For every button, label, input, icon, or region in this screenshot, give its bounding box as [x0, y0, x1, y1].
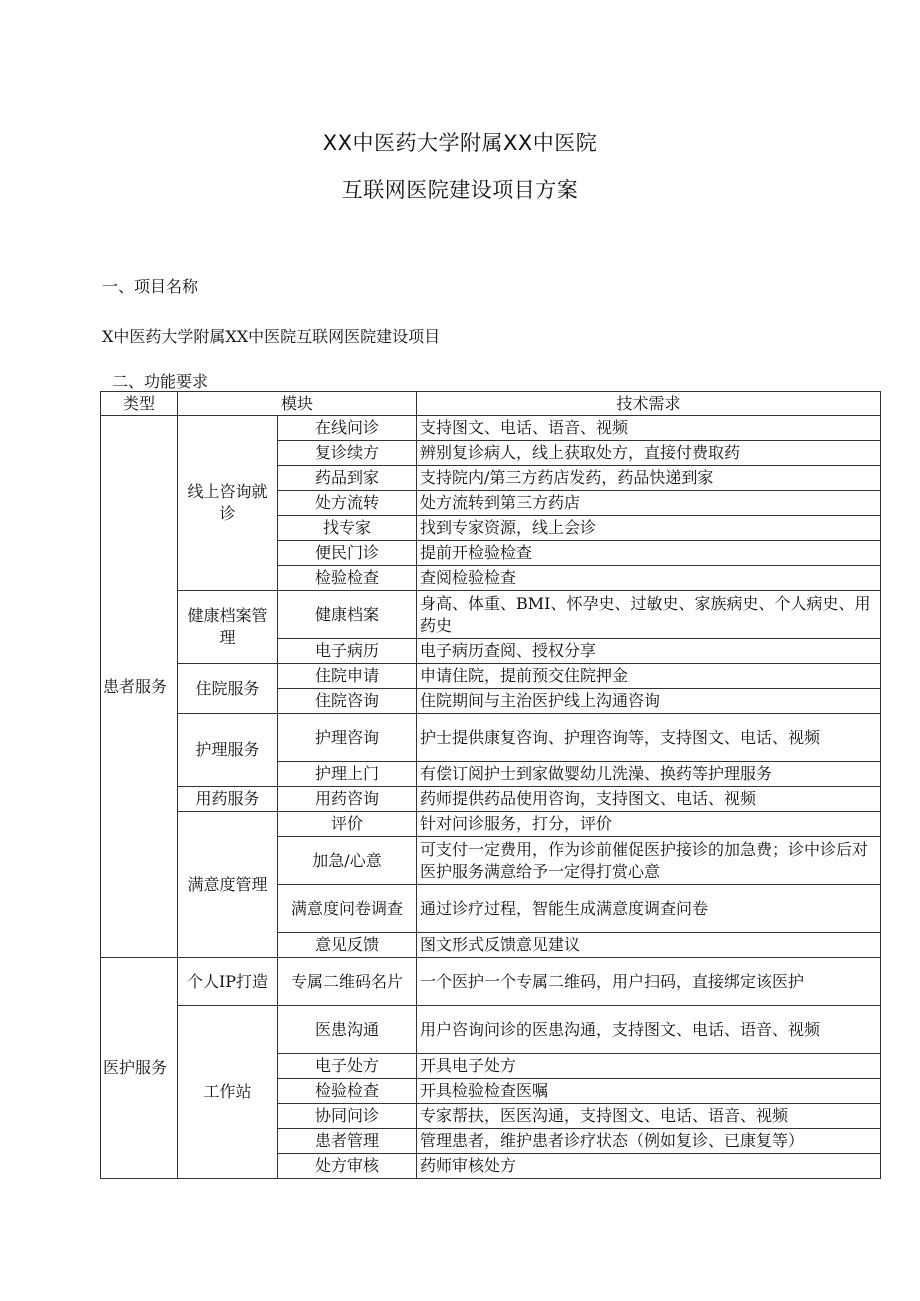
requirement-cell: 可支付一定费用，作为诊前催促医护接诊的加急费；诊中诊后对医护服务满意给予一定得打赏心意 — [417, 837, 881, 885]
requirement-cell: 用户咨询问诊的医患沟通，支持图文、电话、语音、视频 — [417, 1006, 881, 1054]
requirement-cell: 处方流转到第三方药店 — [417, 491, 881, 516]
requirement-cell: 找到专家资源，线上会诊 — [417, 516, 881, 541]
table-row — [101, 591, 881, 639]
module-cell: 健康档案 — [278, 591, 417, 639]
module-cell: 住院申请 — [278, 664, 417, 689]
group-cell: 用药服务 — [178, 787, 278, 812]
requirement-cell: 通过诊疗过程，智能生成满意度调查问卷 — [417, 885, 881, 933]
type-cell-patient: 患者服务 — [101, 416, 178, 958]
project-name: X中医药大学附属XX中医院互联网医院建设项目 — [102, 327, 441, 346]
document-title-line2: 互联网医院建设项目方案 — [341, 178, 579, 202]
header-module: 模块 — [178, 392, 417, 416]
table-header-row — [101, 392, 881, 416]
module-cell: 满意度问卷调查 — [278, 885, 417, 933]
table-row — [101, 958, 881, 1006]
requirement-cell: 支持院内/第三方药店发药，药品快递到家 — [417, 466, 881, 491]
requirement-cell: 护士提供康复咨询、护理咨询等，支持图文、电话、视频 — [417, 714, 881, 762]
requirement-cell: 图文形式反馈意见建议 — [417, 933, 881, 958]
module-cell: 医患沟通 — [278, 1006, 417, 1054]
module-cell: 协同问诊 — [278, 1104, 417, 1129]
requirements-table — [100, 391, 881, 1179]
group-cell: 满意度管理 — [178, 812, 278, 958]
requirement-cell: 查阅检验检查 — [417, 566, 881, 591]
header-type: 类型 — [101, 392, 178, 416]
module-cell: 检验检查 — [278, 1079, 417, 1104]
module-cell: 评价 — [278, 812, 417, 837]
table-row — [101, 787, 881, 812]
group-cell: 个人IP打造 — [178, 958, 278, 1006]
table-row — [101, 416, 881, 441]
module-cell: 复诊续方 — [278, 441, 417, 466]
requirement-cell: 药师提供药品使用咨询，支持图文、电话、视频 — [417, 787, 881, 812]
module-cell: 住院咨询 — [278, 689, 417, 714]
type-cell-staff: 医护服务 — [101, 958, 178, 1179]
group-cell: 住院服务 — [178, 664, 278, 714]
requirement-cell: 住院期间与主治医护线上沟通咨询 — [417, 689, 881, 714]
requirement-cell: 开具电子处方 — [417, 1054, 881, 1079]
module-cell: 找专家 — [278, 516, 417, 541]
module-cell: 电子处方 — [278, 1054, 417, 1079]
module-cell: 护理咨询 — [278, 714, 417, 762]
table-row — [101, 1006, 881, 1054]
requirement-cell: 辨别复诊病人，线上获取处方，直接付费取药 — [417, 441, 881, 466]
group-cell: 护理服务 — [178, 714, 278, 787]
module-cell: 患者管理 — [278, 1129, 417, 1154]
module-cell: 处方审核 — [278, 1154, 417, 1179]
header-requirement: 技术需求 — [417, 392, 881, 416]
requirement-cell: 提前开检验检查 — [417, 541, 881, 566]
group-cell: 线上咨询就诊 — [178, 416, 278, 591]
module-cell: 用药咨询 — [278, 787, 417, 812]
module-cell: 护理上门 — [278, 762, 417, 787]
document-title-line1: XX中医药大学附属XX中医院 — [322, 131, 598, 155]
module-cell: 在线问诊 — [278, 416, 417, 441]
requirement-cell: 药师审核处方 — [417, 1154, 881, 1179]
requirement-cell: 电子病历查阅、授权分享 — [417, 639, 881, 664]
requirement-cell: 一个医护一个专属二维码，用户扫码，直接绑定该医护 — [417, 958, 881, 1006]
section2-heading: 二、功能要求 — [112, 372, 209, 391]
module-cell: 检验检查 — [278, 566, 417, 591]
group-cell: 工作站 — [178, 1006, 278, 1179]
table-row — [101, 714, 881, 762]
requirement-cell: 支持图文、电话、语音、视频 — [417, 416, 881, 441]
module-cell: 加急/心意 — [278, 837, 417, 885]
table-row — [101, 812, 881, 837]
module-cell: 专属二维码名片 — [278, 958, 417, 1006]
table-row — [101, 664, 881, 689]
requirement-cell: 针对问诊服务，打分，评价 — [417, 812, 881, 837]
module-cell: 药品到家 — [278, 466, 417, 491]
section1-heading: 一、项目名称 — [102, 277, 199, 296]
module-cell: 便民门诊 — [278, 541, 417, 566]
requirement-cell: 专家帮扶，医医沟通，支持图文、电话、语音、视频 — [417, 1104, 881, 1129]
module-cell: 处方流转 — [278, 491, 417, 516]
requirement-cell: 申请住院，提前预交住院押金 — [417, 664, 881, 689]
module-cell: 意见反馈 — [278, 933, 417, 958]
requirement-cell: 开具检验检查医嘱 — [417, 1079, 881, 1104]
group-cell: 健康档案管理 — [178, 591, 278, 664]
requirement-cell: 有偿订阅护士到家做婴幼儿洗澡、换药等护理服务 — [417, 762, 881, 787]
module-cell: 电子病历 — [278, 639, 417, 664]
requirement-cell: 身高、体重、BMI、怀孕史、过敏史、家族病史、个人病史、用药史 — [417, 591, 881, 639]
requirement-cell: 管理患者，维护患者诊疗状态（例如复诊、已康复等） — [417, 1129, 881, 1154]
